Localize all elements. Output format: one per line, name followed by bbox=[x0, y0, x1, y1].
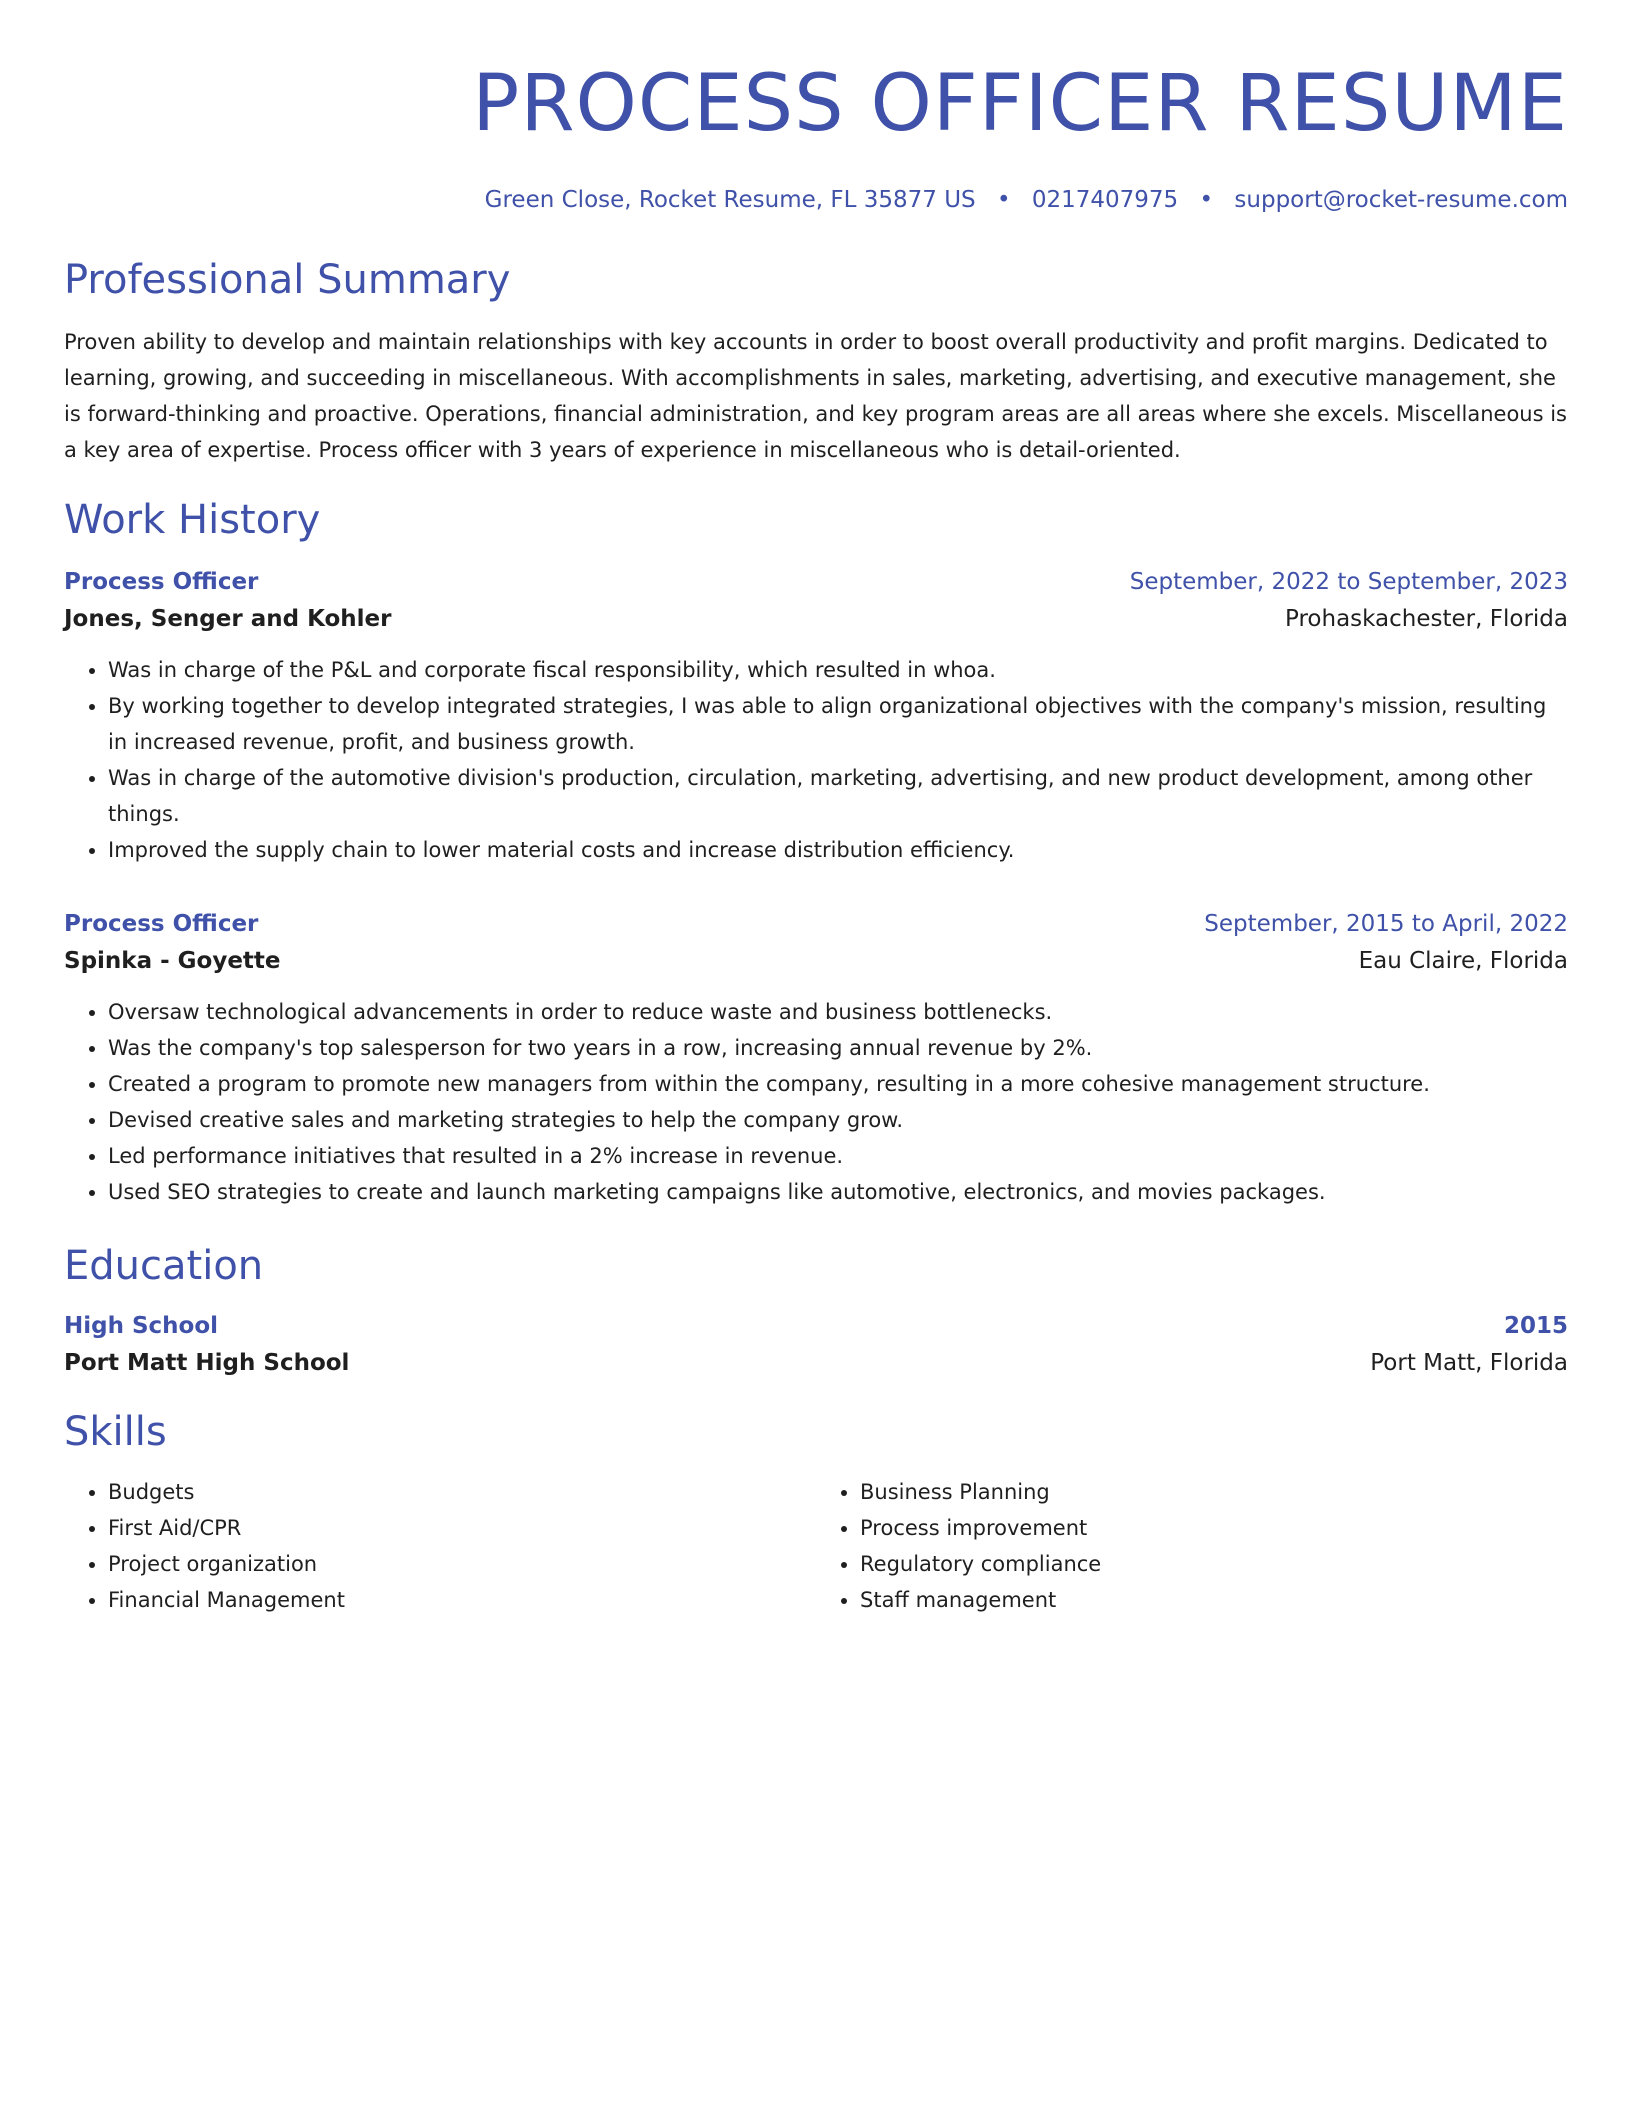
section-title-summary: Professional Summary bbox=[64, 257, 511, 303]
job-bullet: • Was in charge of the P&L and corporate fiscal responsibility, which resulted in whoa. bbox=[108, 652, 1568, 688]
job-company: Spinka - Goyette bbox=[64, 948, 281, 974]
job-header-row bbox=[64, 564, 1568, 600]
job-bullet: • Was in charge of the automotive division's production, circulation, marketing, advertising, and new product development, among other things. bbox=[108, 760, 1568, 832]
skills-list-right bbox=[816, 1474, 1568, 1618]
contact-separator: • bbox=[996, 187, 1011, 213]
job-location: Prohaskachester, Florida bbox=[1285, 606, 1568, 632]
job-title: Process Officer bbox=[64, 911, 259, 937]
skills-section bbox=[64, 1406, 1568, 1618]
skill-item: • Budgets bbox=[108, 1474, 816, 1510]
job-header-row bbox=[64, 906, 1568, 942]
job-bullet: • Oversaw technological advancements in order to reduce waste and business bottlenecks. bbox=[108, 994, 1568, 1030]
skill-item: • Staff management bbox=[860, 1582, 1568, 1618]
job-bullet: • By working together to develop integrated strategies, I was able to align organizational objectives with the company's mission, resulting in increased revenue, profit, and business growth. bbox=[108, 688, 1568, 760]
job-bullet: • Devised creative sales and marketing strategies to help the company grow. bbox=[108, 1102, 1568, 1138]
section-title-skills: Skills bbox=[64, 1409, 167, 1455]
job-entry bbox=[64, 906, 1568, 1210]
education-header-row bbox=[64, 1308, 1568, 1344]
education-entry bbox=[64, 1308, 1568, 1382]
resume-header bbox=[64, 56, 1568, 216]
section-title-work-history: Work History bbox=[64, 497, 321, 543]
contact-separator: • bbox=[1199, 187, 1214, 213]
job-bullets bbox=[64, 994, 1568, 1210]
education-year: 2015 bbox=[1503, 1313, 1568, 1339]
job-entry bbox=[64, 564, 1568, 868]
skill-item: • Project organization bbox=[108, 1546, 816, 1582]
resume-title: PROCESS OFFICER RESUME bbox=[472, 59, 1568, 149]
contact-line bbox=[64, 184, 1568, 216]
job-title: Process Officer bbox=[64, 569, 259, 595]
work-history-section bbox=[64, 494, 1568, 1210]
job-company: Jones, Senger and Kohler bbox=[64, 606, 392, 632]
job-dates: September, 2022 to September, 2023 bbox=[1129, 569, 1568, 595]
education-school-row bbox=[64, 1344, 1568, 1382]
skill-item: • Process improvement bbox=[860, 1510, 1568, 1546]
skill-item: • First Aid/CPR bbox=[108, 1510, 816, 1546]
job-company-row bbox=[64, 942, 1568, 980]
job-bullet: • Led performance initiatives that resulted in a 2% increase in revenue. bbox=[108, 1138, 1568, 1174]
section-title-education: Education bbox=[64, 1243, 264, 1289]
skills-list-left bbox=[64, 1474, 816, 1618]
education-school: Port Matt High School bbox=[64, 1350, 350, 1376]
job-bullet: • Was the company's top salesperson for two years in a row, increasing annual revenue by 2%. bbox=[108, 1030, 1568, 1066]
job-bullet: • Used SEO strategies to create and launch marketing campaigns like automotive, electronics, and movies packages. bbox=[108, 1174, 1568, 1210]
job-bullet: • Improved the supply chain to lower material costs and increase distribution efficiency. bbox=[108, 832, 1568, 868]
skill-item: • Financial Management bbox=[108, 1582, 816, 1618]
summary-section bbox=[64, 254, 1568, 468]
contact-address: Green Close, Rocket Resume, FL 35877 US bbox=[484, 187, 976, 213]
summary-text: Proven ability to develop and maintain relationships with key accounts in order to boost overall productivity and profit margins. Dedicated to learning, growing, and succeeding in miscellaneous. With accomplishments in sales, marketing, advertising, and executive management, she is forward-thinking and proactive. Operations, financial administration, and key program areas are all areas where she excels. Miscellaneous is a key area of expertise. Process officer with 3 years of experience in miscellaneous who is detail-oriented. bbox=[64, 330, 1567, 462]
skill-item: • Business Planning bbox=[860, 1474, 1568, 1510]
education-location: Port Matt, Florida bbox=[1370, 1350, 1568, 1376]
skills-grid bbox=[64, 1474, 1568, 1618]
skill-item: • Regulatory compliance bbox=[860, 1546, 1568, 1582]
job-location: Eau Claire, Florida bbox=[1358, 948, 1568, 974]
job-bullet: • Created a program to promote new managers from within the company, resulting in a more cohesive management structure. bbox=[108, 1066, 1568, 1102]
job-company-row bbox=[64, 600, 1568, 638]
contact-phone: 0217407975 bbox=[1031, 187, 1179, 213]
education-degree: High School bbox=[64, 1313, 219, 1339]
job-bullets bbox=[64, 652, 1568, 868]
contact-email: support@rocket-resume.com bbox=[1234, 187, 1568, 213]
education-section bbox=[64, 1240, 1568, 1382]
job-dates: September, 2015 to April, 2022 bbox=[1204, 911, 1568, 937]
